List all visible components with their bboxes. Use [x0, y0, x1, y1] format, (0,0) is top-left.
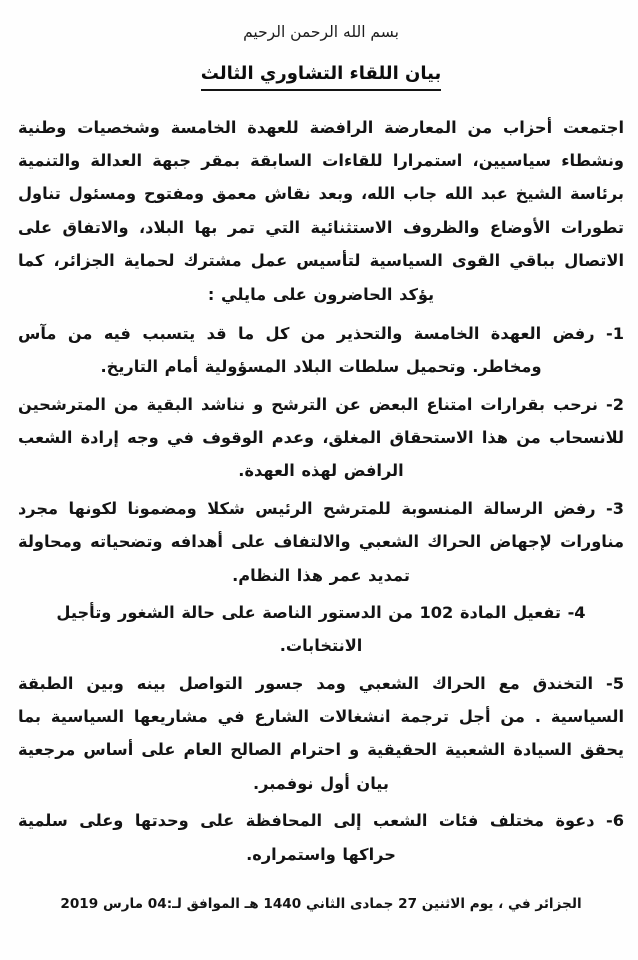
clause-item-2: 2- نرحب بقرارات امتناع البعض عن الترشح و نناشد البقية من المترشحين للانسحاب من هذا الاستحقاق المغلق، وعدم الوقوف في وجه إرادة الشعب الرافض لهذه العهدة.: [18, 394, 624, 481]
document-body: [18, 111, 624, 871]
basmala-heading: بسم الله الرحمن الرحيم: [243, 23, 399, 41]
page-title-text: بيان اللقاء التشاوري الثالث: [201, 60, 441, 91]
clause-item-3: 3- رفض الرسالة المنسوبة للمترشح الرئيس شكلا ومضمونا لكونها مجرد مناورات لإجهاض الحراك الشعبي والالتفاف على أهدافه وتضحياته ومحاولة تمديد عمر هذا النظام.: [18, 498, 624, 585]
document-date-footer: الجزائر في ، يوم الاثنين 27 جمادى الثاني 1440 هـ الموافق لـ:04 مارس 2019: [60, 896, 582, 913]
clause-item-5: 5- التخندق مع الحراك الشعبي ومد جسور التواصل بينه وبين الطبقة السياسية . من أجل ترجمة انشغالات الشارع في مشاريعها السياسية بما يحقق السيادة الشعبية الحقيقية و احترام الصالح العام على أساس مرجعية بيان أول نوفمبر.: [18, 673, 624, 793]
clause-item-6: 6- دعوة مختلف فئات الشعب إلى المحافظة على وحدتها وعلى سلمية حراكها واستمراره.: [18, 811, 624, 864]
clause-item-1: 1- رفض العهدة الخامسة والتحذير من كل ما قد يتسبب فيه من مآس ومخاطر. وتحميل سلطات البلاد المسؤولية أمام التاريخ.: [18, 323, 624, 377]
intro-paragraph: اجتمعت أحزاب من المعارضة الرافضة للعهدة الخامسة وشخصيات وطنية ونشطاء سياسيين، استمرارا للقاءات السابقة بمقر جبهة العدالة والتنمية برئاسة الشيخ عبد الله جاب الله، وبعد نقاش معمق ومفتوح ومسئول تناول تطورات الأوضاع والظروف الاستثنائية التي تمر بها البلاد، والاتفاق على الاتصال بباقي القوى السياسية لتأسيس عمل مشترك لحماية الجزائر، كما يؤكد الحاضرون على مايلي :: [18, 117, 624, 304]
clause-item-4: 4- تفعيل المادة 102 من الدستور الناصة على حالة الشغور وتأجيل الانتخابات.: [56, 602, 586, 656]
page-title: [18, 60, 624, 91]
